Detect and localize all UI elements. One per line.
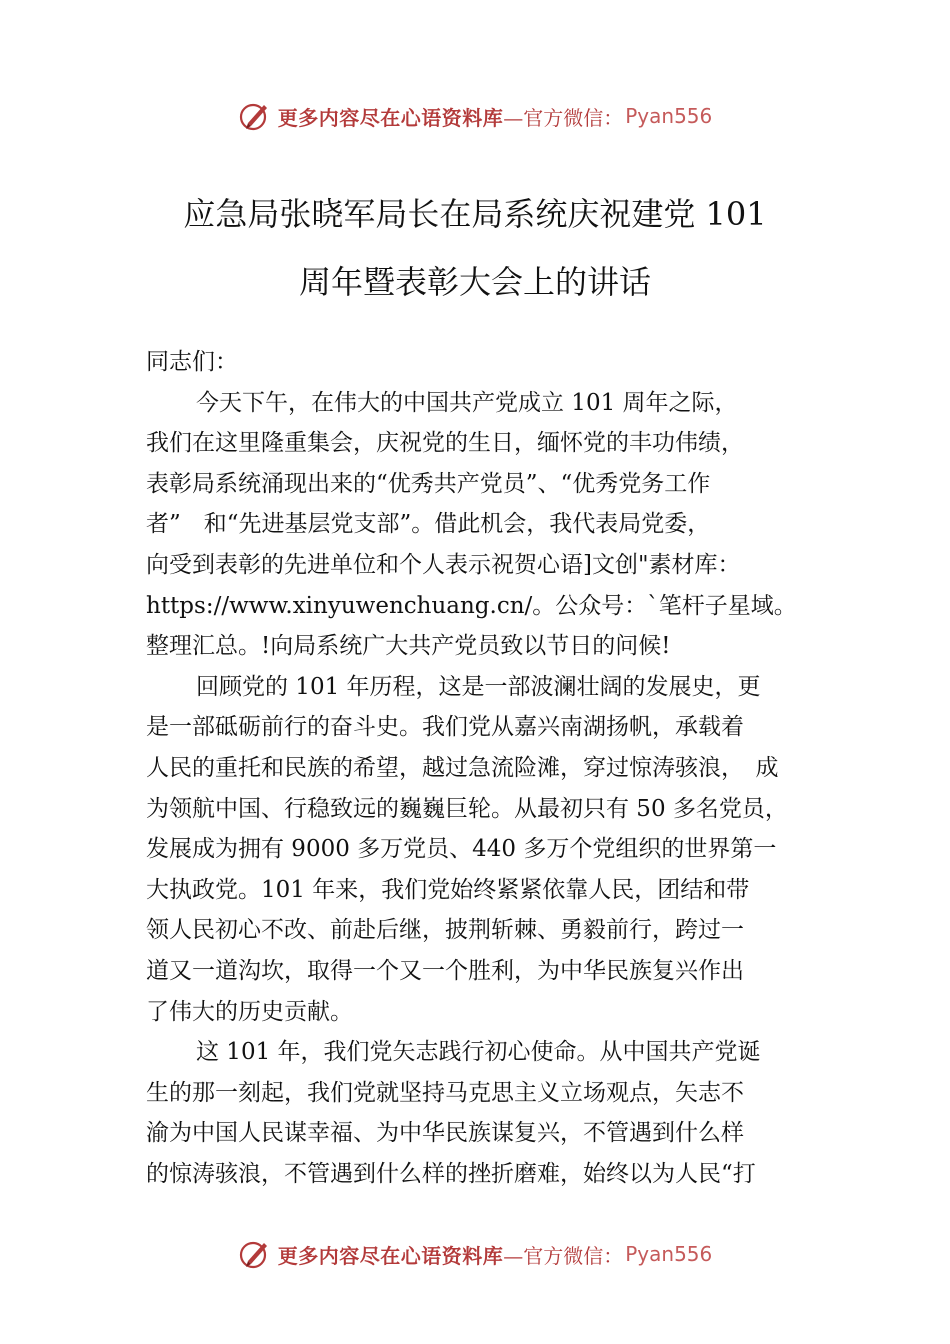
body-line: 回顾党的 101 年历程，这是一部波澜壮阔的发展史，更 (196, 673, 761, 700)
body-line: 生的那一刻起，我们党就坚持马克思主义立场观点，矢志不 (146, 1079, 744, 1106)
salutation: 同志们： (146, 349, 238, 375)
body-line: 是一部砥砺前行的奋斗史。我们党从嘉兴南湖扬帆，承载着 (146, 714, 744, 741)
body-line: 渝为中国人民谋幸福、为中华民族谋复兴，不管遇到什么样 (146, 1120, 744, 1147)
banner-wechat-id: Pyan556 (625, 104, 713, 128)
body-line: 者” 和“先进基层党支部”。借此机会，我代表局党委， (146, 511, 711, 538)
body-line: 表彰局系统涌现出来的“优秀共产党员”、“优秀党务工作 (146, 470, 711, 497)
body-line: 了伟大的历史贡献。 (146, 998, 353, 1025)
quill-logo-icon (238, 1237, 272, 1271)
banner-text: 更多内容尽在心语资料库 (277, 1243, 504, 1268)
banner-text: 更多内容尽在心语资料库 (277, 105, 504, 130)
body-line: 的惊涛骇浪，不管遇到什么样的挫折磨难，始终以为人民“打 (146, 1160, 756, 1187)
body-line: https://www.xinyuwenchuang.cn/。公众号：`笔杆子星域。 (146, 592, 797, 619)
body-line: 大执政党。101 年来，我们党始终紧紧依靠人民，团结和带 (146, 876, 750, 903)
document-body (146, 342, 816, 1194)
body-line: 人民的重托和民族的希望，越过急流险滩，穿过惊涛骇浪， 成 (146, 754, 779, 781)
banner-wechat-id: Pyan556 (625, 1242, 713, 1266)
body-line: 我们在这里隆重集会，庆祝党的生日，缅怀党的丰功伟绩， (146, 430, 744, 457)
body-line: 领人民初心不改、前赴后继，披荆斩棘、勇毅前行，跨过一 (146, 917, 744, 944)
body-line: 为领航中国、行稳致远的巍巍巨轮。从最初只有 50 多名党员， (146, 795, 788, 822)
banner-separator: —官方微信： (503, 105, 624, 130)
body-line: 今天下午，在伟大的中国共产党成立 101 周年之际， (196, 389, 738, 416)
body-line: 向受到表彰的先进单位和个人表示祝贺心语]文创"素材库： (146, 551, 741, 578)
body-line: 这 101 年，我们党矢志践行初心使命。从中国共产党诞 (196, 1039, 761, 1066)
footer-banner (0, 1232, 950, 1276)
header-banner (0, 94, 950, 138)
document-title (140, 180, 810, 316)
body-line: 道又一道沟坎，取得一个又一个胜利，为中华民族复兴作出 (146, 957, 744, 984)
banner-separator: —官方微信： (503, 1243, 624, 1268)
title-line: 周年暨表彰大会上的讲话 (298, 263, 651, 301)
body-line: 发展成为拥有 9000 多万党员、440 多万个党组织的世界第一 (146, 836, 777, 863)
quill-logo-icon (238, 99, 272, 133)
title-line: 应急局张晓军局长在局系统庆祝建党 101 (183, 195, 767, 233)
body-line: 整理汇总。!向局系统广大共产党员致以节日的问候! (146, 633, 671, 660)
